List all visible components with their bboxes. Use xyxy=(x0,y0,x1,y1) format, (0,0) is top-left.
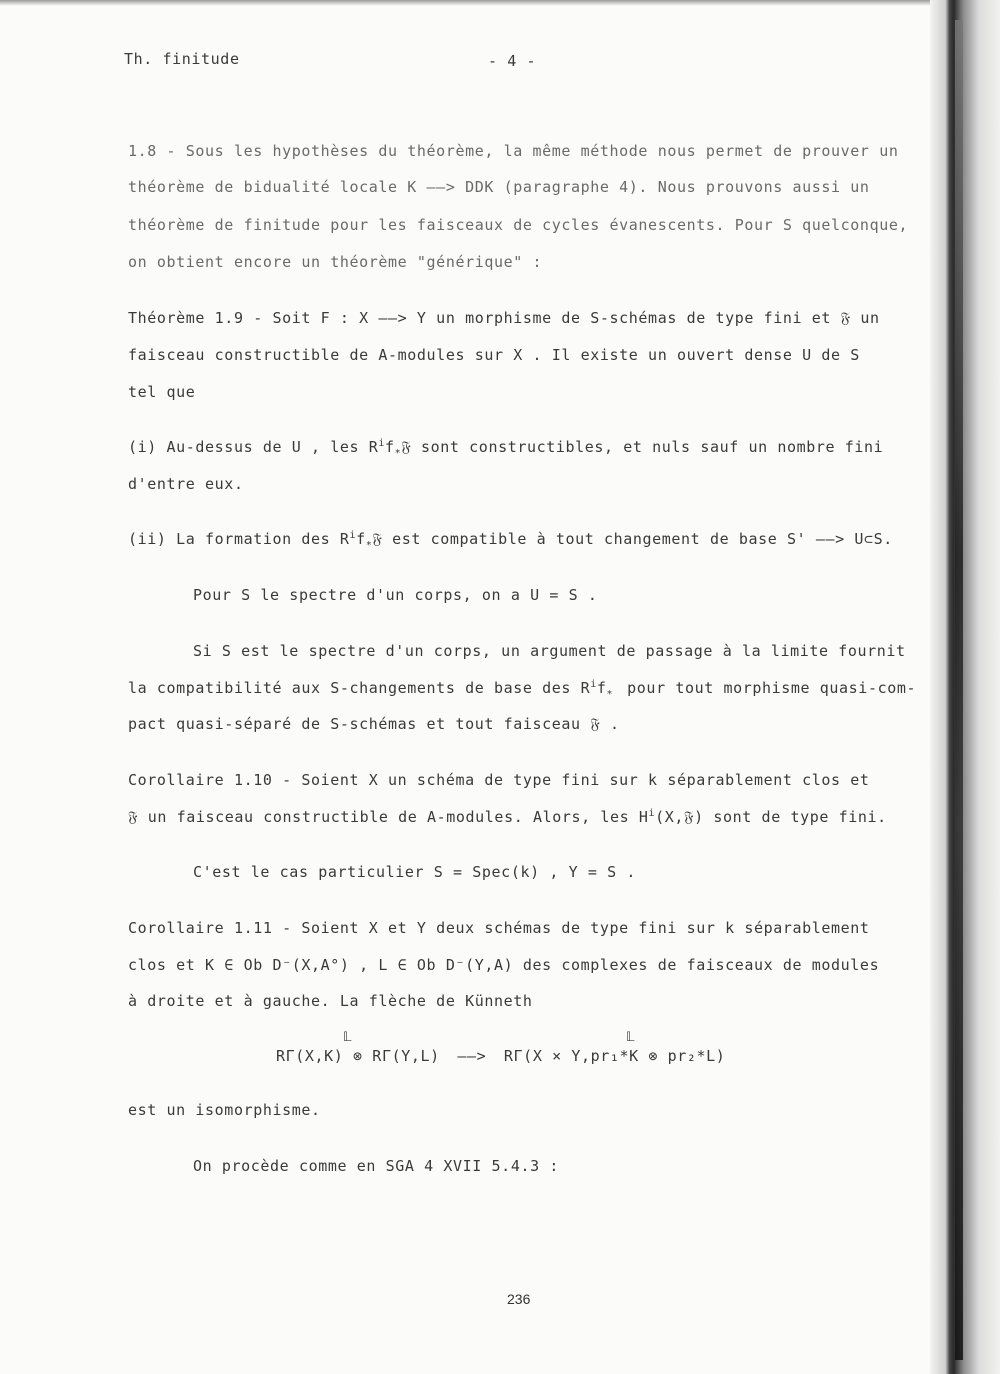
corollary-line xyxy=(128,808,887,826)
item-ii-rest: 𝔉 est compatible à tout changement de base S' ——> U⊂S. xyxy=(372,530,893,548)
folio-number: 236 xyxy=(507,1291,531,1307)
page-number: - 4 - xyxy=(488,52,537,70)
scan-binding-shadow xyxy=(930,0,1000,1374)
formula-rhs: RΓ(X × Y,pr₁*K ⊗ pr₂*L) xyxy=(503,1047,726,1065)
closing-line: On procède comme en SGA 4 XVII 5.4.3 : xyxy=(193,1157,559,1175)
item-ii-text: (ii) La formation des R xyxy=(128,530,350,548)
subscript: * xyxy=(606,689,614,700)
remark-line: C'est le cas particulier S = Spec(k) , Y = S . xyxy=(193,863,637,881)
superscript: i xyxy=(590,679,597,690)
remark-line: pact quasi-séparé de S-schémas et tout faisceau 𝔉 . xyxy=(128,715,620,733)
formula-arrow: ——> xyxy=(457,1047,487,1065)
remark-line: Pour S le spectre d'un corps, on a U = S . xyxy=(193,586,598,604)
corollary-text: 𝔉 un faisceau constructible de A-modules. Alors, les H xyxy=(128,808,649,826)
item-ii xyxy=(128,530,893,551)
subscript: * xyxy=(394,448,402,459)
corollary-line: Corollaire 1.11 - Soient X et Y deux schémas de type fini sur k séparablement xyxy=(128,919,870,937)
superscript: i xyxy=(349,530,357,541)
tensor-mark: 𝕃 xyxy=(626,1030,636,1045)
theorem-line: tel que xyxy=(128,383,196,401)
formula-lhs: RΓ(X,K) ⊗ RΓ(Y,L) xyxy=(276,1047,440,1065)
remark-text-2: pour tout morphisme quasi-com- xyxy=(627,679,917,697)
running-header: Th. finitude xyxy=(124,50,240,68)
corollary-end: est un isomorphisme. xyxy=(128,1101,321,1119)
superscript: i xyxy=(648,808,656,819)
scan-top-edge xyxy=(0,0,1000,6)
remark-f: f xyxy=(596,679,607,697)
item-i-rest: 𝔉 sont constructibles, et nuls sauf un nombre fini xyxy=(401,438,884,456)
theorem-line: faisceau constructible de A-modules sur X . Il existe un ouvert dense U de S xyxy=(128,346,860,364)
remark-text: la compatibilité aux S-changements de base des R xyxy=(128,679,591,697)
theorem-line: Théorème 1.9 - Soit F : X ——> Y un morphisme de S-schémas de type fini et 𝔉 un xyxy=(128,309,880,327)
remark-line: Si S est le spectre d'un corps, un argument de passage à la limite fournit xyxy=(193,642,906,660)
corollary-line: clos et K ∈ Ob D⁻(X,A°) , L ∈ Ob D⁻(Y,A) des complexes de faisceaux de modules xyxy=(128,956,880,974)
subscript: * xyxy=(365,540,373,551)
superscript: i xyxy=(378,438,386,449)
remark-line xyxy=(128,679,916,700)
item-ii-f: f xyxy=(356,530,366,548)
para-line: théorème de bidualité locale K ——> DDK (paragraphe 4). Nous prouvons aussi un xyxy=(128,178,870,196)
para-line: 1.8 - Sous les hypothèses du théorème, la même méthode nous permet de prouver un xyxy=(128,142,899,160)
para-line: théorème de finitude pour les faisceaux de cycles évanescents. Pour S quelconque, xyxy=(128,216,909,234)
para-line: on obtient encore un théorème "générique" : xyxy=(128,253,543,271)
item-i-f: f xyxy=(385,438,395,456)
corollary-line: à droite et à gauche. La flèche de Künneth xyxy=(128,992,533,1010)
formula xyxy=(276,1047,725,1065)
item-i-text: (i) Au-dessus de U , les R xyxy=(128,438,379,456)
tensor-mark: 𝕃 xyxy=(343,1030,353,1045)
scan-binding-dark xyxy=(955,20,963,1360)
corollary-line: Corollaire 1.10 - Soient X un schéma de type fini sur k séparablement clos et xyxy=(128,771,870,789)
item-i xyxy=(128,438,883,459)
item-i-cont: d'entre eux. xyxy=(128,475,244,493)
corollary-text-2: (X,𝔉) sont de type fini. xyxy=(655,808,887,826)
